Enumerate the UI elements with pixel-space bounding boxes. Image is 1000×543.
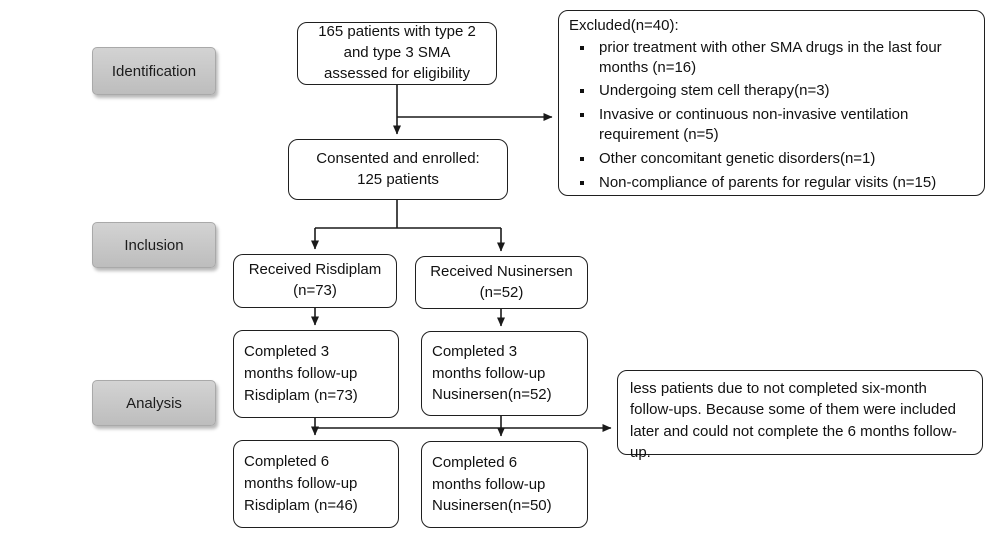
excluded-item: ▪ prior treatment with other SMA drugs in the last four months (n=16) — [595, 38, 972, 78]
stage-inclusion-label: Inclusion — [124, 236, 184, 254]
stage-inclusion — [92, 222, 216, 268]
completed3-nusinersen-line: Nusinersen(n=52) — [432, 386, 552, 404]
completed6-risdiplam-line: months follow-up — [244, 475, 358, 493]
box-excluded — [558, 10, 985, 196]
box-eligibility — [297, 22, 497, 85]
box-completed3-risdiplam — [233, 330, 399, 418]
eligibility-line: 165 patients with type 2 — [318, 23, 476, 41]
received-nusinersen-line: (n=52) — [479, 283, 524, 301]
completed3-risdiplam-line: Completed 3 — [244, 343, 330, 361]
received-risdiplam-line: Received Risdiplam — [248, 261, 382, 279]
box-received-nusinersen — [415, 256, 588, 309]
excluded-title: Excluded(n=40): — [569, 17, 679, 34]
completed6-nusinersen-line: months follow-up — [432, 475, 546, 493]
consented-line: 125 patients — [357, 170, 439, 188]
stage-identification-label: Identification — [111, 62, 197, 80]
excluded-item: ▪ Other concomitant genetic disorders(n=1) — [595, 149, 972, 169]
completed6-risdiplam-line: Completed 6 — [244, 453, 330, 471]
completed6-nusinersen-line: Completed 6 — [432, 453, 518, 471]
box-completed3-nusinersen — [421, 331, 588, 416]
excluded-item: ▪ Non-compliance of parents for regular visits (n=15) — [595, 173, 972, 193]
box-received-risdiplam — [233, 254, 397, 308]
received-risdiplam-line: (n=73) — [293, 282, 337, 299]
consented-line: Consented and enrolled: — [316, 149, 480, 167]
box-consented — [288, 139, 508, 200]
stage-identification — [92, 47, 216, 95]
excluded-item: ▪ Invasive or continuous non-invasive ventilation requirement (n=5) — [595, 105, 972, 145]
eligibility-line: assessed for eligibility — [324, 64, 470, 82]
completed3-risdiplam-line: Risdiplam (n=73) — [244, 386, 358, 404]
completed6-risdiplam-line: Risdiplam (n=46) — [244, 496, 358, 514]
excluded-list — [595, 38, 972, 193]
stage-analysis-label: Analysis — [126, 394, 182, 412]
dropout-note-text: less patients due to not completed six-month follow-ups. Because some of them were included later and could not complete the 6 months follow-up. — [630, 380, 957, 461]
eligibility-line: and type 3 SMA — [343, 44, 451, 62]
completed6-nusinersen-line: Nusinersen(n=50) — [432, 497, 552, 515]
stage-analysis — [92, 380, 216, 426]
excluded-item: ▪ Undergoing stem cell therapy(n=3) — [595, 81, 972, 101]
box-dropout-note — [617, 370, 983, 461]
box-completed6-nusinersen — [421, 441, 588, 528]
completed3-nusinersen-line: months follow-up — [432, 364, 546, 382]
box-completed6-risdiplam — [233, 440, 399, 528]
received-nusinersen-line: Received Nusinersen — [430, 262, 573, 280]
completed3-nusinersen-line: Completed 3 — [432, 342, 518, 360]
completed3-risdiplam-line: months follow-up — [244, 365, 358, 383]
